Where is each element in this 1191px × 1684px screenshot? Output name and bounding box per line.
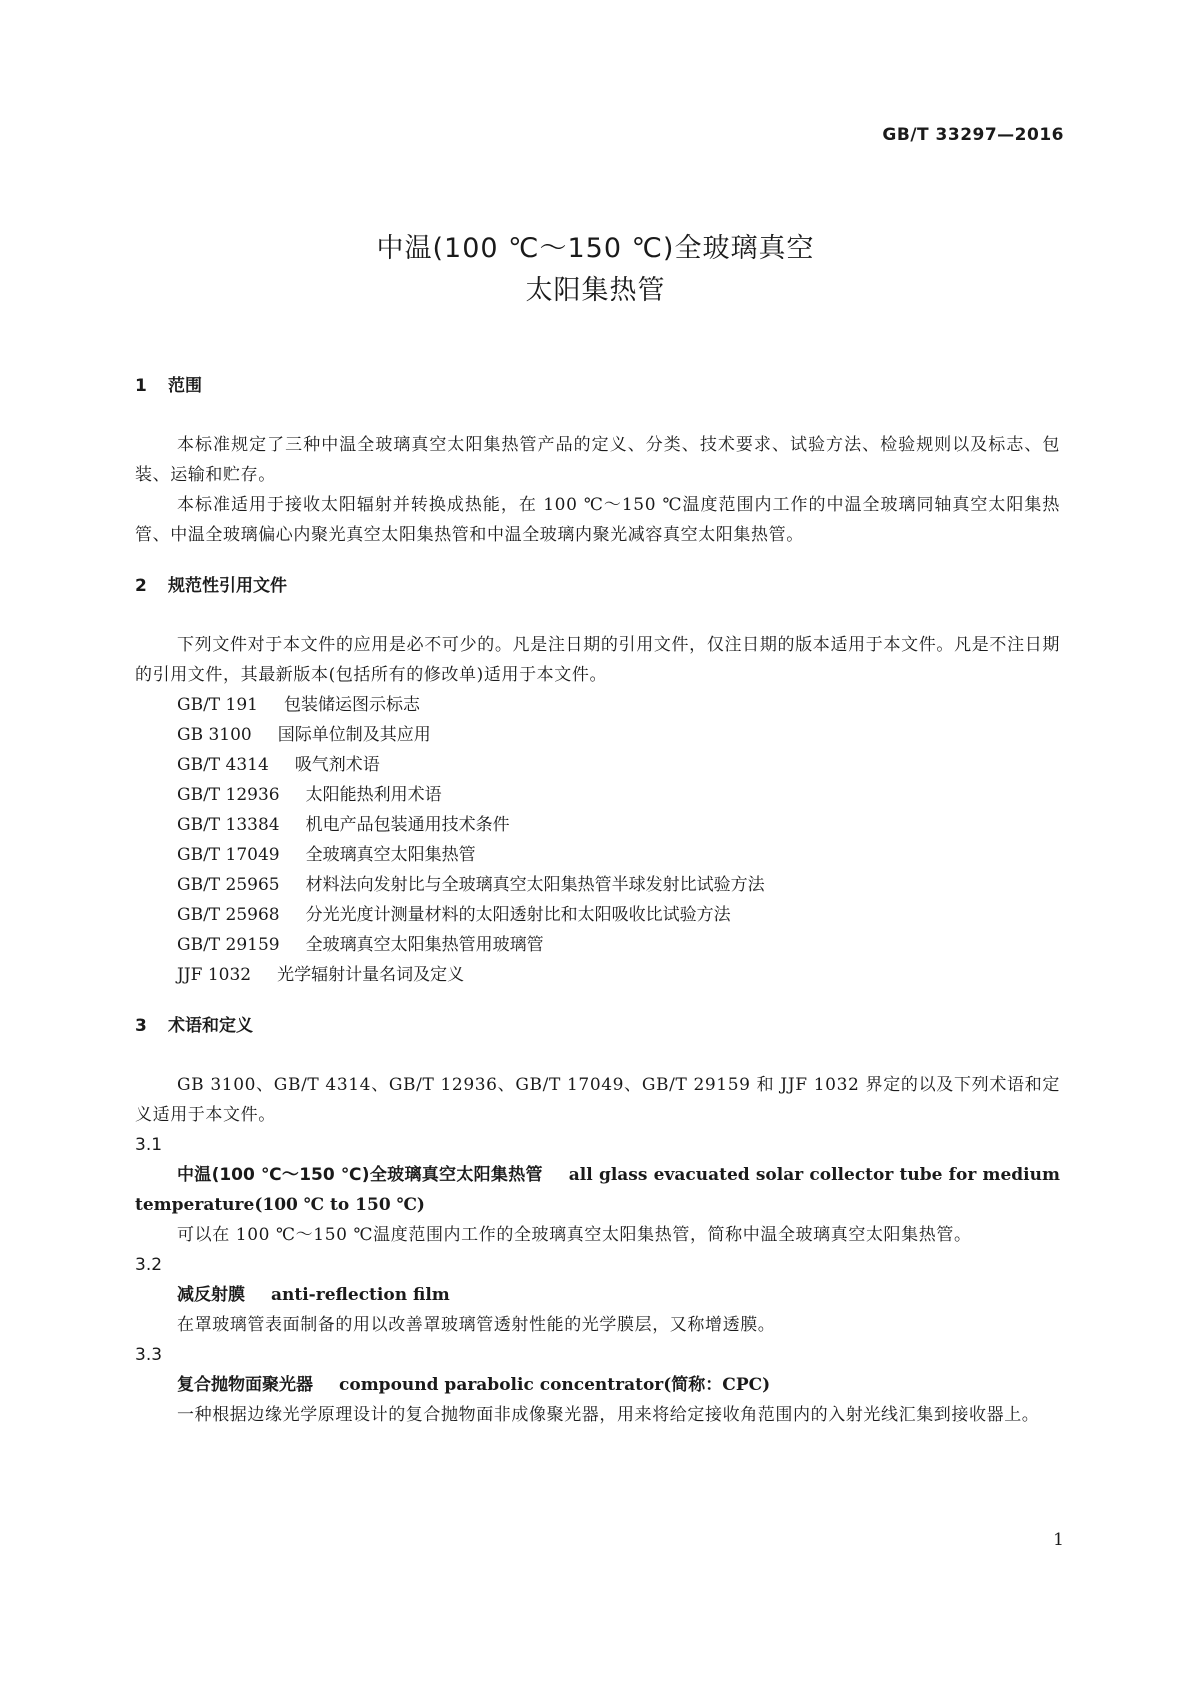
reference-item: [135, 690, 1060, 720]
reference-title: 国际单位制及其应用: [277, 725, 431, 745]
reference-item: [135, 750, 1060, 780]
term-chinese: 复合抛物面聚光器: [177, 1375, 313, 1395]
section-number: 2: [135, 576, 147, 596]
term-definition: 在罩玻璃管表面制备的用以改善罩玻璃管透射性能的光学膜层，又称增透膜。: [177, 1315, 776, 1335]
section-title: 范围: [168, 376, 202, 396]
reference-item: [135, 960, 1060, 990]
reference-title: 机电产品包装通用技术条件: [305, 815, 510, 835]
term-heading: [135, 1160, 1060, 1220]
term-english: compound parabolic concentrator(简称：CPC): [339, 1375, 771, 1395]
reference-item: [135, 900, 1060, 930]
term-heading: [135, 1370, 1060, 1400]
reference-item: [135, 840, 1060, 870]
spacer: [135, 990, 1060, 1012]
reference-code: GB/T 191: [177, 695, 258, 715]
reference-title: 分光光度计测量材料的太阳透射比和太阳吸收比试验方法: [305, 905, 731, 925]
reference-code: JJF 1032: [177, 965, 252, 985]
scope-paragraph-2: 本标准适用于接收太阳辐射并转换成热能，在 100 ℃～150 ℃温度范围内工作的中温全玻璃同轴真空太阳集热管、中温全玻璃偏心内聚光真空太阳集热管和中温全玻璃内聚光减容真空太阳集热管。: [135, 495, 1060, 545]
title-line-2: 太阳集热管: [525, 275, 666, 306]
scope-paragraph-1: 本标准规定了三种中温全玻璃真空太阳集热管产品的定义、分类、技术要求、试验方法、检验规则以及标志、包装、运输和贮存。: [135, 435, 1060, 485]
term-heading: [135, 1280, 1060, 1310]
reference-item: [135, 810, 1060, 840]
reference-title: 包装储运图示标志: [284, 695, 420, 715]
term-number: 3.3: [135, 1345, 163, 1365]
term-number: 3.2: [135, 1255, 163, 1275]
term-english: anti-reflection film: [271, 1285, 450, 1305]
reference-code: GB/T 17049: [177, 845, 280, 865]
reference-title: 吸气剂术语: [294, 755, 380, 775]
reference-code: GB/T 25965: [177, 875, 280, 895]
term-chinese: 减反射膜: [177, 1285, 245, 1305]
section-heading-normative-references: [135, 572, 1060, 600]
reference-code: GB/T 25968: [177, 905, 280, 925]
reference-item: [135, 930, 1060, 960]
standard-number: GB/T 33297—2016: [882, 125, 1064, 145]
spacer: [135, 550, 1060, 572]
section-number: 1: [135, 376, 147, 396]
section-heading-terms: [135, 1012, 1060, 1040]
reference-list: [135, 690, 1060, 990]
section-heading-scope: [135, 372, 1060, 400]
reference-title: 太阳能热利用术语: [305, 785, 442, 805]
reference-title: 全玻璃真空太阳集热管: [305, 845, 476, 865]
references-intro: 下列文件对于本文件的应用是必不可少的。凡是注日期的引用文件，仅注日期的版本适用于本文件。凡是不注日期的引用文件，其最新版本(包括所有的修改单)适用于本文件。: [135, 635, 1060, 685]
document-title: [0, 228, 1191, 312]
term-definition: 一种根据边缘光学原理设计的复合抛物面非成像聚光器，用来将给定接收角范围内的入射光线汇集到接收器上。: [177, 1405, 1040, 1425]
document-body: [135, 372, 1060, 1430]
reference-code: GB/T 13384: [177, 815, 280, 835]
reference-item: [135, 720, 1060, 750]
section-title: 规范性引用文件: [168, 576, 287, 596]
reference-title: 光学辐射计量名词及定义: [277, 965, 465, 985]
section-title: 术语和定义: [168, 1016, 253, 1036]
reference-title: 材料法向发射比与全玻璃真空太阳集热管半球发射比试验方法: [305, 875, 765, 895]
reference-title: 全玻璃真空太阳集热管用玻璃管: [305, 935, 544, 955]
reference-code: GB/T 12936: [177, 785, 280, 805]
section-number: 3: [135, 1016, 147, 1036]
terms-intro: GB 3100、GB/T 4314、GB/T 12936、GB/T 17049、GB/T 29159 和 JJF 1032 界定的以及下列术语和定义适用于本文件。: [135, 1075, 1060, 1125]
term-definition: 可以在 100 ℃～150 ℃温度范围内工作的全玻璃真空太阳集热管，简称中温全玻璃真空太阳集热管。: [177, 1225, 972, 1245]
reference-code: GB/T 29159: [177, 935, 280, 955]
reference-code: GB/T 4314: [177, 755, 269, 775]
term-chinese: 中温(100 ℃～150 ℃)全玻璃真空太阳集热管: [177, 1165, 543, 1185]
title-line-1: 中温(100 ℃～150 ℃)全玻璃真空: [376, 233, 815, 264]
term-english: all glass evacuated solar collector tube for medium temperature(100 ℃ to 150 ℃): [135, 1165, 1060, 1215]
reference-item: [135, 780, 1060, 810]
page-number: 1: [1053, 1530, 1064, 1550]
reference-code: GB 3100: [177, 725, 252, 745]
reference-item: [135, 870, 1060, 900]
term-number: 3.1: [135, 1135, 163, 1155]
